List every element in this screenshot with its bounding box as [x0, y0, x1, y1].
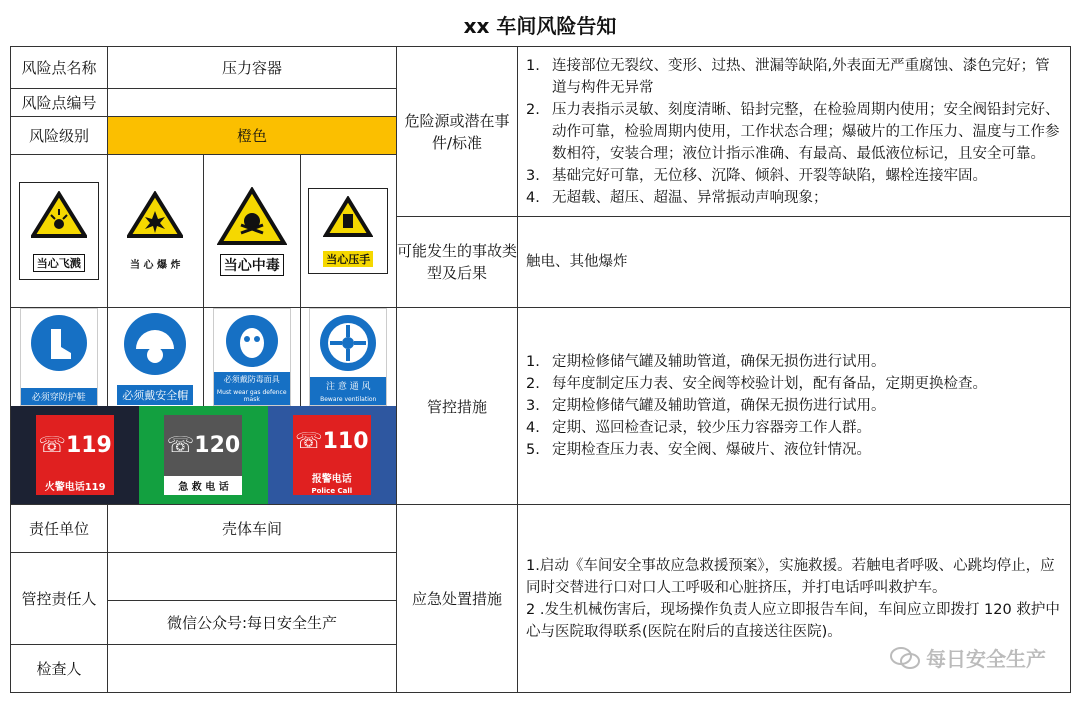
warning-sign-hand	[301, 155, 397, 307]
mandatory-sign-ventilation	[301, 308, 397, 406]
list-item	[526, 439, 1060, 461]
warning-sign-poison	[204, 155, 301, 307]
control-label: 管控措施	[397, 308, 518, 505]
list-item-number: 2.	[526, 101, 540, 118]
mandatory-sign-helmet	[108, 308, 205, 406]
mandatory-sublabel: Beware ventilation	[310, 394, 386, 405]
list-item-number: 1.	[526, 57, 540, 74]
wechat-icon	[890, 646, 920, 670]
checker-label: 检查人	[11, 645, 108, 693]
list-item	[526, 55, 1060, 99]
phone-sign-120	[139, 406, 267, 504]
list-item	[526, 187, 1060, 209]
warning-label: 当心压手	[323, 251, 373, 267]
list-item	[526, 395, 1060, 417]
mandatory-sign-boot	[11, 308, 108, 406]
phone-number: 110	[322, 429, 369, 454]
list-item	[526, 417, 1060, 439]
warning-label: 当心飞溅	[33, 254, 85, 272]
hazard-label-text: 危险源或潜在事件/标准	[404, 111, 510, 152]
phone-icon: ☏ 119	[36, 415, 114, 476]
gas-mask-icon	[224, 313, 280, 369]
list-item-text: 压力表指示灵敏、刻度清晰、铅封完整，在检验周期内使用；安全阀铅封完好、动作可靠，检验周期内使用，工作状态合理；爆破片的工作压力、温度与工作参数相符，安装合理；液位计指示准确、有最高、最低液位标记，且安全可靠。	[552, 101, 1060, 162]
warning-label: 当 心 爆 炸	[130, 259, 181, 271]
person-label: 管控责任人	[11, 553, 108, 645]
accident-label	[397, 217, 518, 308]
list-item-number: 4.	[526, 420, 540, 436]
list-item-text: 定期检修储气罐及辅助管道，确保无损伤进行试用。	[552, 354, 886, 370]
emergency-text	[518, 555, 1070, 643]
list-item-number: 1.	[526, 354, 540, 370]
emergency-step-1: 1.启动《车间安全事故应急救援预案》，实施救援。若触电者呼吸、心跳均停止，应同时交替进行口对口人工呼吸和心脏挤压，并打电话呼叫救护车。	[526, 557, 1055, 596]
phone-label: 报警电话	[311, 474, 352, 485]
risk-level-label: 风险级别	[11, 117, 108, 155]
phone-sign-110	[268, 406, 396, 504]
watermark	[890, 643, 1046, 672]
list-item-number: 3.	[526, 398, 540, 414]
warning-label: 当心中毒	[220, 254, 284, 276]
list-item-number: 3.	[526, 167, 540, 184]
list-item-text: 定期检修储气罐及辅助管道，确保无损伤进行试用。	[552, 398, 886, 414]
page-title: xx 车间风险告知	[463, 14, 617, 38]
mandatory-label: 必须戴安全帽	[117, 385, 193, 405]
phone-label: 急 救 电 话	[178, 482, 229, 493]
mandatory-label: 必须戴防毒面具	[214, 372, 290, 387]
list-item	[526, 351, 1060, 373]
ventilation-icon	[318, 313, 378, 373]
signs-block	[11, 308, 397, 505]
list-item-text: 连接部位无裂纹、变形、过热、泄漏等缺陷,外表面无严重腐蚀、漆色完好；管道与构件无异常	[552, 57, 1050, 96]
explosion-icon	[127, 191, 183, 239]
hazard-list-cell	[518, 47, 1071, 217]
control-list	[518, 351, 1070, 461]
emergency-phones-row	[11, 406, 396, 504]
person-value	[108, 553, 397, 601]
phone-sublabel: Police Call	[311, 487, 353, 495]
unit-value: 壳体车间	[108, 505, 397, 553]
phone-icon: ☏ 120	[164, 415, 242, 476]
phone-icon: ☏ 110	[295, 429, 369, 454]
risk-no-label: 风险点编号	[11, 89, 108, 117]
list-item	[526, 99, 1060, 165]
phone-sign-119	[11, 406, 139, 504]
risk-no-value	[108, 89, 397, 117]
mandatory-sublabel: Must wear gas defence mask	[214, 387, 290, 405]
list-item-text: 定期检查压力表、安全阀、爆破片、液位针情况。	[552, 442, 871, 458]
emergency-step-2: 2 .发生机械伤害后，现场操作负责人应立即报告车间，车间应立即拨打 120 救护中心与医院取得联系(医院在附后的直接送往医院)。	[526, 601, 1060, 640]
emergency-label: 应急处置措施	[397, 505, 518, 693]
list-item-number: 4.	[526, 189, 540, 206]
risk-name-label: 风险点名称	[11, 47, 108, 89]
list-item	[526, 373, 1060, 395]
warning-signs-cell	[11, 155, 397, 308]
risk-level-value: 橙色	[108, 117, 397, 155]
hazard-label	[397, 47, 518, 217]
phone-label: 火警电话119	[36, 476, 114, 495]
hazard-list	[518, 55, 1070, 209]
helmet-icon	[122, 311, 188, 377]
list-item-text: 每年度制定压力表、安全阀等校验计划，配有备品，定期更换检查。	[552, 376, 987, 392]
risk-table	[10, 46, 1071, 693]
list-item-text: 定期、巡回检查记录，较少压力容器旁工作人群。	[552, 420, 871, 436]
accident-value: 触电、其他爆炸	[518, 217, 1071, 308]
checker-value	[108, 645, 397, 693]
list-item-number: 2.	[526, 376, 540, 392]
warning-sign-explosion	[108, 155, 205, 307]
skull-icon	[217, 187, 287, 247]
wechat-note: 微信公众号:每日安全生产	[108, 601, 397, 645]
mandatory-sign-mask	[204, 308, 301, 406]
control-list-cell	[518, 308, 1071, 505]
list-item-text: 无超载、超压、超温、异常振动声响现象；	[552, 189, 828, 206]
boot-icon	[29, 313, 89, 373]
splash-icon	[31, 191, 87, 239]
list-item	[526, 165, 1060, 187]
hand-crush-icon	[323, 196, 373, 238]
mandatory-label: 注 意 通 风	[310, 377, 386, 394]
mandatory-label: 必须穿防护鞋	[21, 388, 97, 405]
mandatory-signs-row	[11, 308, 396, 406]
warning-sign-splash	[11, 155, 108, 307]
watermark-text: 每日安全生产	[926, 647, 1046, 671]
accident-label-text: 可能发生的事故类型及后果	[397, 242, 518, 283]
list-item-text: 基础完好可靠，无位移、沉降、倾斜、开裂等缺陷，螺栓连接牢固。	[552, 167, 987, 184]
phone-number: 119	[65, 433, 112, 458]
list-item-number: 5.	[526, 442, 540, 458]
unit-label: 责任单位	[11, 505, 108, 553]
risk-name-value: 压力容器	[108, 47, 397, 89]
phone-number: 120	[194, 433, 241, 458]
